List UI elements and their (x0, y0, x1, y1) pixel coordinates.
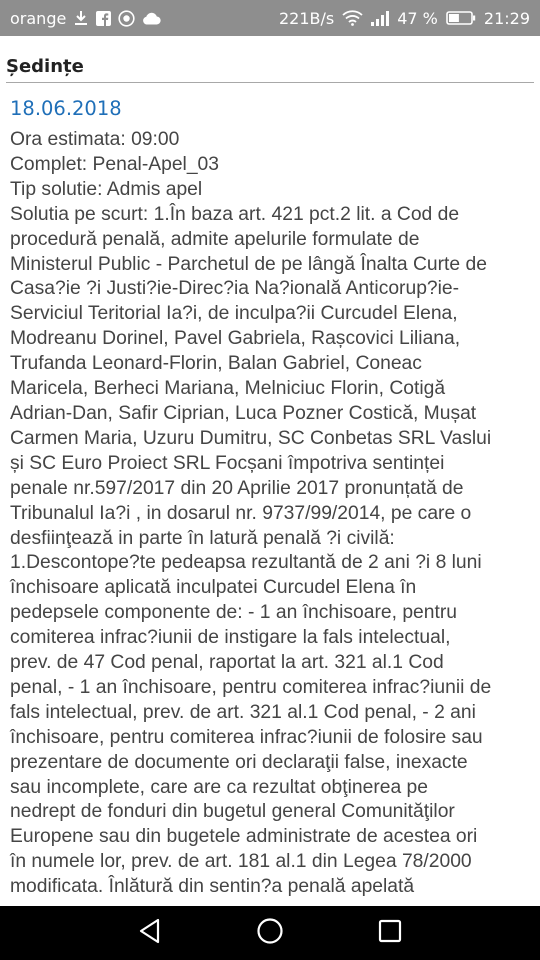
session-detail-line: Trufanda Leonard-Florin, Balan Gabriel, Coneac (10, 353, 422, 375)
session-detail-line: penale nr.597/2017 din 20 Aprilie 2017 pronunțată de (10, 477, 464, 499)
status-bar (0, 0, 540, 36)
session-detail-line: Maricela, Berheci Mariana, Melniciuc Florin, Cotigă (10, 378, 446, 400)
cloud-icon (142, 12, 161, 25)
session-detail-line: modificata. Înlătură din sentin?a penală apelată (10, 876, 415, 898)
session-detail-line: Tribunalul Ia?i , in dosarul nr. 9737/99/2014, pe care o (10, 502, 472, 524)
recents-icon (378, 919, 402, 947)
battery-percent: 47 % (397, 8, 438, 28)
home-icon (256, 917, 284, 949)
session-detail-line: comiterea infrac?iunii de instigare la fals intelectual, (10, 627, 451, 649)
messenger-icon (118, 10, 135, 27)
clock: 21:29 (483, 8, 530, 28)
home-button[interactable] (240, 906, 300, 960)
session-detail-line: Complet: Penal-Apel_03 (10, 153, 220, 175)
session-detail-line: închisoare, pentru comiterea infrac?iunii de folosire sau (10, 726, 483, 748)
session-detail-line: Carmen Maria, Uzuru Dumitru, SC Conbetas SRL Vaslui (10, 427, 492, 449)
session-detail-line: și SC Euro Proiect SRL Focșani împotriva sentinței (10, 452, 445, 474)
session-detail-line: desfiinţează in parte în latură penală ?i civilă: (10, 527, 395, 549)
session-detail-line: prezentare de documente ori declaraţii false, inexacte (10, 751, 468, 773)
back-button[interactable] (120, 906, 180, 960)
session-details (10, 128, 536, 900)
session-detail-line: închisoare aplicată inculpatei Curcudel Elena în (10, 577, 417, 599)
session-detail-line: 1.Descontope?te pedeapsa rezultantă de 2 ani ?i 8 luni (10, 552, 482, 574)
session-detail-line: pedepsele componente de: - 1 an închisoare, pentru (10, 602, 457, 624)
session-detail-line: Modreanu Dorinel, Pavel Gabriela, Rașcovici Liliana, (10, 328, 461, 350)
navigation-bar (0, 906, 540, 960)
session-detail-line: Solutia pe scurt: 1.În baza art. 421 pct.2 lit. a Cod de (10, 203, 460, 225)
session-detail-line: Europene sau din bugetele administrate de acestea ori (10, 826, 478, 848)
session-detail-line: sau incomplete, care are ca rezultat obţinerea pe (10, 776, 429, 798)
recents-button[interactable] (360, 906, 420, 960)
session-detail-line: Ora estimata: 09:00 (10, 129, 180, 150)
facebook-icon (96, 11, 111, 26)
session-detail-line: Tip solutie: Admis apel (10, 178, 203, 200)
carrier-name: orange (10, 8, 67, 28)
session-date: 18.06.2018 (10, 97, 122, 120)
status-bar-left (10, 9, 161, 28)
signal-icon (371, 11, 389, 26)
session-detail-line: nedrept de fonduri din bugetul general Comunităţilor (10, 801, 455, 823)
session-detail-line: prev. de 47 Cod penal, raportat la art. 321 al.1 Cod (10, 652, 444, 674)
battery-fill (449, 14, 459, 22)
session-detail-line: în numele lor, prev. de art. 181 al.1 din Legea 78/2000 (10, 851, 472, 873)
session-detail-line: procedură penală, admite apelurile formulate de (10, 228, 420, 250)
network-speed: 221B/s (278, 8, 335, 28)
session-detail-line: penal, - 1 an închisoare, pentru comiterea infrac?iunii de (10, 676, 492, 698)
session-detail-line: Casa?ie ?i Justi?ie-Direc?ia Na?ională Anticorup?ie- (10, 278, 460, 300)
page-title: Ședințe (6, 56, 84, 77)
session-detail-line: fals intelectual, prev. de art. 321 al.1 Cod penal, - 2 ani (10, 701, 476, 723)
download-icon (73, 10, 89, 26)
battery-icon (446, 11, 476, 25)
session-detail-line: Ministerul Public - Parchetul de pe lângă Înalta Curte de (10, 253, 487, 275)
main-content[interactable] (0, 36, 540, 906)
session-detail-line: Adrian-Dan, Safir Ciprian, Luca Pozner Costică, Mușat (10, 402, 477, 424)
back-icon (138, 918, 162, 948)
status-bar-right (279, 9, 530, 28)
session-detail-line: Serviciul Teritorial Ia?i, de inculpa?ii Curcudel Elena, (10, 303, 458, 325)
wifi-icon (342, 10, 363, 26)
title-divider (6, 82, 534, 83)
